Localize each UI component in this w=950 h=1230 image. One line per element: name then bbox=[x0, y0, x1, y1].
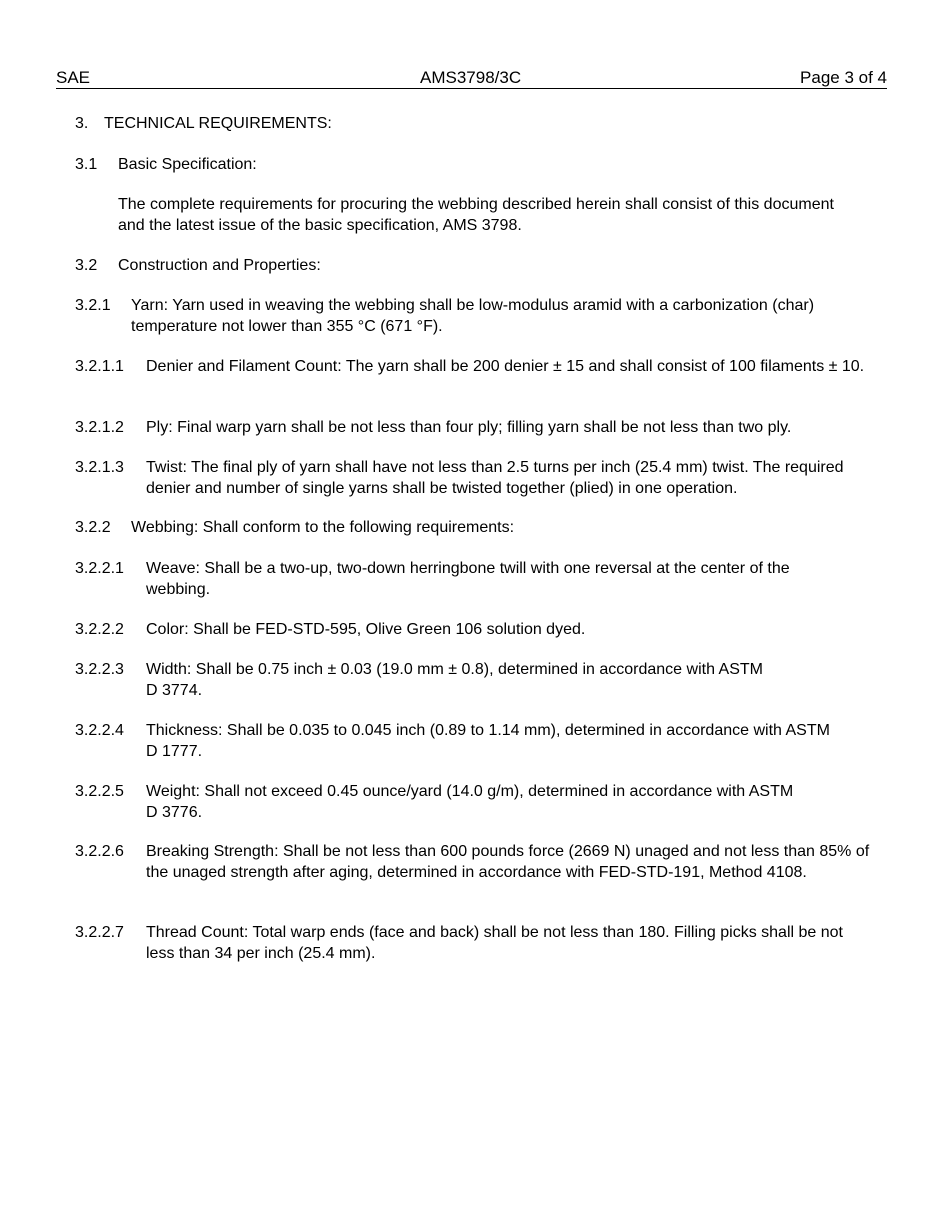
section-heading: Construction and Properties: bbox=[118, 257, 321, 274]
section-number: 3.2.2.3 bbox=[75, 661, 124, 678]
section-number: 3.1 bbox=[75, 156, 98, 173]
paragraph-text: Breaking Strength: Shall be not less than 600 pounds force (2669 N) unaged and not less than 85% of the unaged strength after aging, determined in accordance with FED-STD-191, Method 4108. bbox=[146, 843, 870, 881]
section-3-2-2-1 bbox=[75, 559, 875, 600]
section-number: 3.2.2 bbox=[75, 519, 111, 536]
paragraph-text: Weight: Shall not exceed 0.45 ounce/yard (14.0 g/m), determined in accordance with ASTM D 3776. bbox=[146, 783, 794, 821]
paragraph-text: Webbing: Shall conform to the following requirements: bbox=[131, 519, 515, 536]
page-header bbox=[56, 68, 887, 89]
section-3-2-1 bbox=[75, 296, 875, 337]
header-page-number: Page 3 of 4 bbox=[800, 68, 887, 87]
section-number: 3.2.2.7 bbox=[75, 924, 124, 941]
section-number: 3.2.2.6 bbox=[75, 843, 124, 860]
paragraph-text: Width: Shall be 0.75 inch ± 0.03 (19.0 mm ± 0.8), determined in accordance with ASTM D 3774. bbox=[146, 661, 763, 699]
paragraph-text: Twist: The final ply of yarn shall have not less than 2.5 turns per inch (25.4 mm) twist. The required denier and number of single yarns shall be twisted together (plied) in one operation. bbox=[146, 459, 844, 497]
paragraph-text: Weave: Shall be a two-up, two-down herringbone twill with one reversal at the center of the webbing. bbox=[146, 560, 790, 598]
section-number: 3.2.2.2 bbox=[75, 621, 124, 638]
section-3-2-2-4 bbox=[75, 721, 875, 762]
section-number: 3. bbox=[75, 115, 89, 132]
section-3-2-2-2 bbox=[75, 620, 875, 641]
paragraph-text: Yarn: Yarn used in weaving the webbing shall be low-modulus aramid with a carbonization (char) temperature not lower than 355 °C (671 °F). bbox=[131, 297, 815, 335]
section-3-2-2-5 bbox=[75, 782, 875, 823]
section-number: 3.2.2.4 bbox=[75, 722, 124, 739]
section-3 bbox=[75, 114, 875, 135]
section-3-1-body bbox=[118, 195, 838, 236]
section-3-2-2 bbox=[75, 518, 875, 539]
section-number: 3.2 bbox=[75, 257, 98, 274]
section-heading: TECHNICAL REQUIREMENTS: bbox=[104, 115, 332, 132]
section-3-2-1-1 bbox=[75, 357, 875, 378]
section-3-2-2-7 bbox=[75, 923, 875, 964]
header-org: SAE bbox=[56, 68, 91, 87]
section-3-2-2-3 bbox=[75, 660, 875, 701]
paragraph-text: Ply: Final warp yarn shall be not less than four ply; filling yarn shall be not less than two ply. bbox=[146, 419, 792, 436]
section-number: 3.2.2.5 bbox=[75, 783, 124, 800]
paragraph-text: Thickness: Shall be 0.035 to 0.045 inch (0.89 to 1.14 mm), determined in accordance with ASTM D 1777. bbox=[146, 722, 830, 760]
section-number: 3.2.1.3 bbox=[75, 459, 124, 476]
paragraph-text: Thread Count: Total warp ends (face and back) shall be not less than 180. Filling picks shall be not less than 34 per inch (25.4 mm). bbox=[146, 924, 843, 962]
paragraph-text: Denier and Filament Count: The yarn shall be 200 denier ± 15 and shall consist of 100 filaments ± 10. bbox=[146, 358, 865, 375]
section-3-2-1-3 bbox=[75, 458, 875, 499]
section-3-2-1-2 bbox=[75, 418, 875, 439]
paragraph-text: The complete requirements for procuring the webbing described herein shall consist of this document and the latest issue of the basic specification, AMS 3798. bbox=[118, 196, 834, 234]
section-number: 3.2.1.2 bbox=[75, 419, 124, 436]
section-heading: Basic Specification: bbox=[118, 156, 257, 173]
header-doc-number: AMS3798/3C bbox=[420, 68, 522, 87]
section-number: 3.2.2.1 bbox=[75, 560, 124, 577]
section-3-2-2-6 bbox=[75, 842, 875, 883]
section-3-2 bbox=[75, 256, 875, 277]
section-3-1 bbox=[75, 155, 875, 176]
section-number: 3.2.1 bbox=[75, 297, 111, 314]
paragraph-text: Color: Shall be FED-STD-595, Olive Green 106 solution dyed. bbox=[146, 621, 586, 638]
section-number: 3.2.1.1 bbox=[75, 358, 124, 375]
